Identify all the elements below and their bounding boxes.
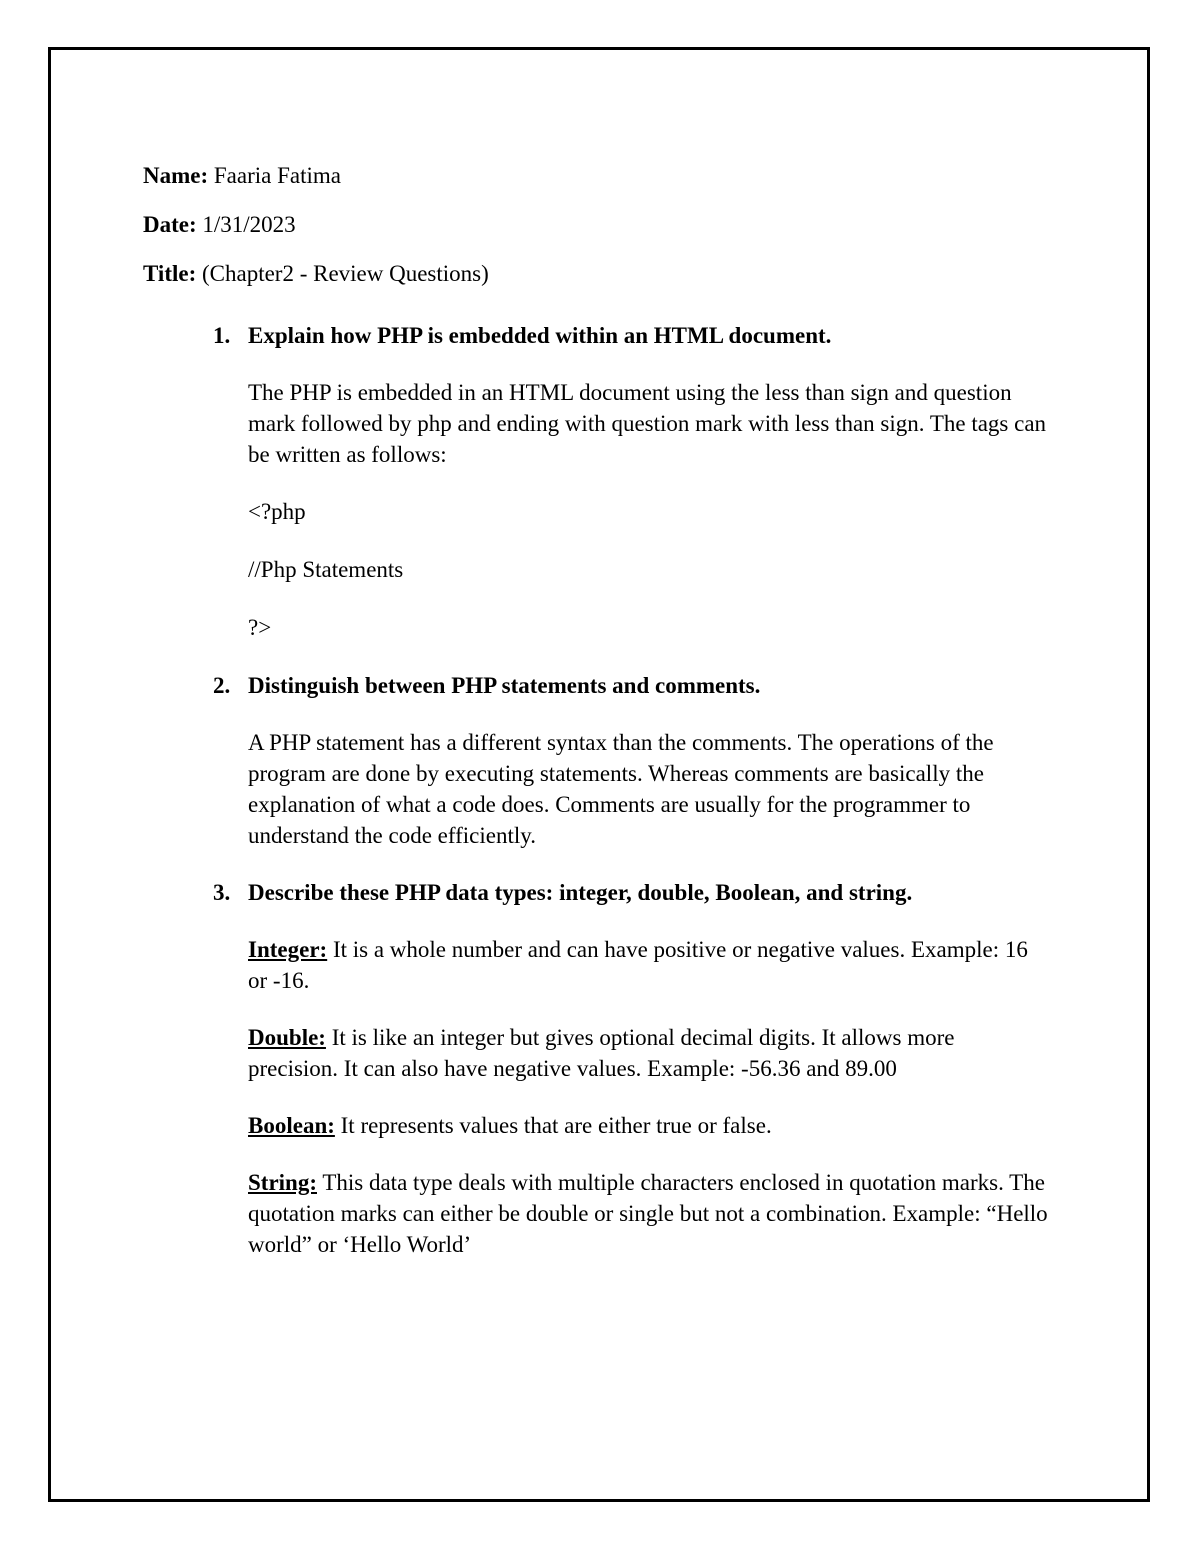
question-list [143, 320, 1063, 1260]
data-type-boolean [248, 1110, 1048, 1141]
question-number: 2. [213, 673, 231, 698]
name-label: Name: [143, 163, 209, 188]
definition-double: It is like an integer but gives optional decimal digits. It allows more precision. It can also have negative values. Example: -56.36 and 89.00 [248, 1025, 955, 1081]
date-label: Date: [143, 212, 197, 237]
term-boolean: Boolean: [248, 1113, 335, 1138]
term-double: Double: [248, 1025, 326, 1050]
name-line [143, 160, 1063, 191]
name-value: Faaria Fatima [213, 163, 341, 188]
question-title: Describe these PHP data types: integer, double, Boolean, and string. [248, 880, 913, 905]
data-type-double [248, 1022, 1048, 1084]
code-line: ?> [248, 615, 272, 640]
question-2 [143, 670, 1063, 851]
definition-string: This data type deals with multiple characters enclosed in quotation marks. The quotation marks can either be double or single but not a combination. Example: “Hello world” or ‘Hello World’ [248, 1170, 1048, 1257]
data-type-integer [248, 934, 1048, 996]
answer-text: The PHP is embedded in an HTML document using the less than sign and question mark followed by php and ending with question mark with less than sign. The tags can be written as follows: [248, 380, 1047, 467]
definition-integer: It is a whole number and can have positive or negative values. Example: 16 or -16. [248, 937, 1028, 993]
title-line [143, 258, 1063, 289]
definition-boolean: It represents values that are either true or false. [334, 1113, 772, 1138]
date-line [143, 209, 1063, 240]
question-1 [143, 320, 1063, 643]
document-body [143, 160, 1063, 1286]
term-string: String: [248, 1170, 317, 1195]
question-number: 3. [213, 880, 231, 905]
answer-text: A PHP statement has a different syntax than the comments. The operations of the program are done by executing statements. Whereas comments are basically the explanation of what a code does. Comments are usually for the programmer to understand the code efficiently. [248, 730, 994, 848]
code-line: <?php [248, 499, 306, 524]
question-title: Distinguish between PHP statements and comments. [248, 673, 761, 698]
term-integer: Integer: [248, 937, 328, 962]
title-label: Title: [143, 261, 197, 286]
code-line: //Php Statements [248, 557, 404, 582]
data-type-string [248, 1167, 1048, 1260]
title-value: (Chapter2 - Review Questions) [201, 261, 489, 286]
question-number: 1. [213, 323, 231, 348]
question-title: Explain how PHP is embedded within an HTML document. [248, 323, 832, 348]
date-value: 1/31/2023 [202, 212, 296, 237]
question-3 [143, 877, 1063, 1260]
